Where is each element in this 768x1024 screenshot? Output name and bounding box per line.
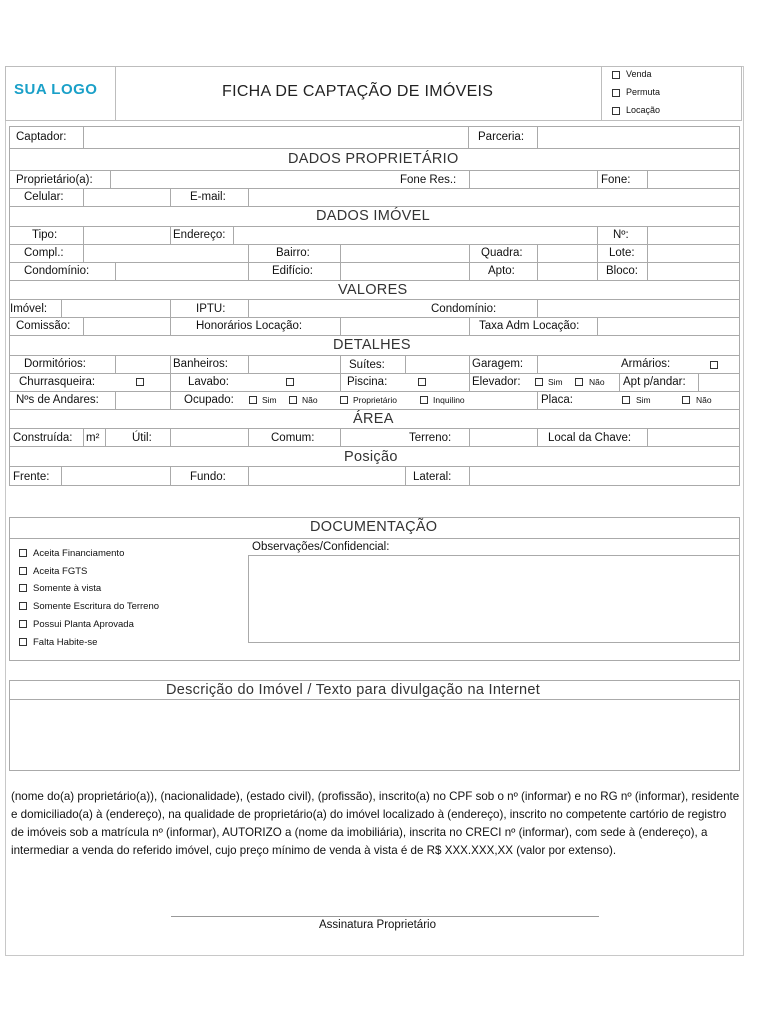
elevador-sim-label: Sim: [548, 377, 563, 387]
locacao-checkbox[interactable]: [612, 107, 620, 115]
quadra-label: Quadra:: [481, 247, 523, 259]
cell-divider: [619, 373, 620, 391]
apt-andar-label: Apt p/andar:: [623, 376, 686, 388]
piscina-label: Piscina:: [347, 376, 388, 388]
cell-divider: [115, 355, 116, 373]
cell-divider: [647, 244, 648, 262]
section-valores: VALORES: [338, 282, 408, 298]
bloco-label: Bloco:: [606, 265, 638, 277]
elevador-label: Elevador:: [472, 376, 521, 388]
falta-habite-se-checkbox[interactable]: [19, 638, 27, 646]
section-area: ÁREA: [353, 411, 394, 427]
section-detalhes: DETALHES: [333, 337, 411, 353]
cell-divider: [105, 428, 106, 446]
aceita-financiamento-label: Aceita Financiamento: [33, 548, 125, 559]
cell-divider: [248, 244, 249, 262]
comum-label: Comum:: [271, 432, 315, 444]
cell-divider: [340, 373, 341, 391]
row-line: [9, 280, 740, 281]
suites-label: Suítes:: [349, 359, 385, 371]
apto-label: Apto:: [488, 265, 515, 277]
cell-divider: [647, 262, 648, 280]
logo: SUA LOGO: [14, 81, 98, 98]
cell-divider: [468, 126, 469, 148]
row-line: [9, 226, 740, 227]
cell-divider: [537, 244, 538, 262]
cell-divider: [469, 373, 470, 391]
ocupado-proprietario-label: Proprietário: [353, 395, 397, 405]
aceita-fgts-checkbox[interactable]: [19, 567, 27, 575]
row-line: [9, 148, 740, 149]
somente-escritura-checkbox[interactable]: [19, 602, 27, 610]
cell-divider: [537, 391, 538, 409]
captador-label: Captador:: [16, 131, 67, 143]
cell-divider: [83, 126, 84, 148]
somente-vista-label: Somente à vista: [33, 583, 102, 594]
aceita-fgts-label: Aceita FGTS: [33, 566, 88, 577]
cell-divider: [248, 428, 249, 446]
util-label: Útil:: [132, 432, 152, 444]
row-line: [9, 428, 740, 429]
lavabo-checkbox[interactable]: [286, 378, 294, 386]
cell-divider: [340, 428, 341, 446]
cell-divider: [340, 317, 341, 335]
compl-label: Compl.:: [24, 247, 64, 259]
cell-divider: [170, 355, 171, 373]
page-title: FICHA DE CAPTAÇÃO DE IMÓVEIS: [222, 83, 494, 100]
cell-divider: [537, 126, 538, 148]
cell-divider: [83, 317, 84, 335]
local-chave-label: Local da Chave:: [548, 432, 632, 444]
cell-divider: [469, 317, 470, 335]
somente-escritura-label: Somente Escritura do Terreno: [33, 601, 160, 612]
section-dados-imovel: DADOS IMÓVEL: [316, 208, 430, 224]
parceria-label: Parceria:: [478, 131, 525, 143]
cell-divider: [340, 244, 341, 262]
cell-divider: [647, 226, 648, 244]
iptu-label: IPTU:: [196, 303, 226, 315]
churrasqueira-checkbox[interactable]: [136, 378, 144, 386]
ocupado-nao-label: Não: [302, 395, 318, 405]
cell-divider: [61, 299, 62, 317]
ocupado-nao-checkbox[interactable]: [289, 396, 297, 404]
cell-divider: [597, 317, 598, 335]
email-label: E-mail:: [190, 191, 226, 203]
elevador-nao-checkbox[interactable]: [575, 378, 583, 386]
ocupado-inquilino-label: Inquilino: [433, 395, 465, 405]
cell-divider: [248, 466, 249, 486]
cell-divider: [647, 170, 648, 188]
row-line: [9, 466, 740, 467]
observacoes-field[interactable]: [248, 555, 740, 643]
observacoes-label: Observações/Confidencial:: [252, 541, 390, 553]
lavabo-label: Lavabo:: [188, 376, 229, 388]
cell-divider: [83, 226, 84, 244]
cell-divider: [248, 188, 249, 206]
cell-divider: [698, 373, 699, 391]
locacao-label: Locação: [626, 105, 661, 115]
ocupado-sim-label: Sim: [262, 395, 277, 405]
ocupado-inquilino-checkbox[interactable]: [420, 396, 428, 404]
section-posicao: Posição: [344, 449, 398, 465]
cell-divider: [248, 355, 249, 373]
piscina-checkbox[interactable]: [418, 378, 426, 386]
cell-divider: [405, 466, 406, 486]
section-descricao: Descrição do Imóvel / Texto para divulgação na Internet: [166, 682, 541, 698]
signature-line: [171, 916, 599, 917]
construida-label: Construída:: [13, 432, 73, 444]
aceita-financiamento-checkbox[interactable]: [19, 549, 27, 557]
cell-divider: [170, 188, 171, 206]
celular-label: Celular:: [24, 191, 64, 203]
cell-divider: [83, 428, 84, 446]
ocupado-label: Ocupado:: [184, 394, 234, 406]
permuta-checkbox[interactable]: [612, 89, 620, 97]
elevador-sim-checkbox[interactable]: [535, 378, 543, 386]
row-line: [9, 170, 740, 171]
banheiros-label: Banheiros:: [173, 358, 228, 370]
autorizacao-text: (nome do(a) proprietário(a)), (nacionalidade), (estado civil), (profissão), inscrito(a) no CPF sob o nº (informar) e no RG nº (informar), residente e domiciliado(a) à (endereço), na qualidade de proprietário(a) do imóvel localizado à (endereço), inscrito no competente cartório de registro de imóveis sob a matrícula nº (informar), AUTORIZO a (nome da imobiliária), inscrita no CRECI nº (informar), com sede à (endereço), a intermediar a venda do referido imóvel, cujo preço mínimo de venda à vista é de R$ XXX.XXX,XX (valor por extenso).: [11, 790, 740, 857]
honorarios-label: Honorários Locação:: [196, 320, 303, 332]
cell-divider: [405, 355, 406, 373]
section-dados-proprietario: DADOS PROPRIETÁRIO: [288, 151, 459, 167]
cell-divider: [469, 244, 470, 262]
cell-divider: [597, 244, 598, 262]
garagem-label: Garagem:: [472, 358, 524, 370]
placa-label: Placa:: [541, 394, 573, 406]
descricao-field[interactable]: [10, 700, 739, 770]
row-line: [9, 206, 740, 207]
row-line: [9, 538, 740, 539]
cell-divider: [248, 262, 249, 280]
cell-divider: [469, 262, 470, 280]
m2-label: m²: [86, 432, 100, 444]
row-line: [9, 299, 740, 300]
placa-sim-label: Sim: [636, 395, 651, 405]
cell-divider: [340, 355, 341, 373]
venda-label: Venda: [626, 69, 652, 79]
row-line: [9, 355, 740, 356]
cell-divider: [340, 262, 341, 280]
row-line: [9, 188, 740, 189]
cell-divider: [115, 262, 116, 280]
venda-checkbox[interactable]: [612, 71, 620, 79]
cell-divider: [61, 466, 62, 486]
cell-divider: [597, 226, 598, 244]
proprietario-label: Proprietário(a):: [16, 174, 93, 186]
endereco-label: Endereço:: [173, 229, 226, 241]
imovel-label: Imóvel:: [10, 303, 48, 315]
elevador-nao-label: Não: [589, 377, 605, 387]
taxa-adm-label: Taxa Adm Locação:: [479, 320, 580, 332]
cell-divider: [170, 299, 171, 317]
cell-divider: [597, 170, 598, 188]
placa-nao-label: Não: [696, 395, 712, 405]
row-line: [9, 262, 740, 263]
cell-divider: [110, 170, 111, 188]
ocupado-proprietario-checkbox[interactable]: [340, 396, 348, 404]
churrasqueira-label: Churrasqueira:: [19, 376, 96, 388]
fundo-label: Fundo:: [190, 471, 226, 483]
planta-aprovada-checkbox[interactable]: [19, 620, 27, 628]
placa-sim-checkbox[interactable]: [622, 396, 630, 404]
row-line: [9, 373, 740, 374]
cell-divider: [248, 299, 249, 317]
signature-label: Assinatura Proprietário: [319, 919, 436, 931]
cell-divider: [170, 226, 171, 244]
dormitorios-label: Dormitórios:: [24, 358, 86, 370]
cell-divider: [597, 262, 598, 280]
comissao-label: Comissão:: [16, 320, 71, 332]
cell-divider: [647, 428, 648, 446]
falta-habite-se-label: Falta Habite-se: [33, 637, 98, 648]
divider: [115, 66, 116, 121]
row-line: [9, 244, 740, 245]
fone-res-label: Fone Res.:: [400, 174, 457, 186]
cell-divider: [170, 391, 171, 409]
cell-divider: [83, 244, 84, 262]
cell-divider: [115, 391, 116, 409]
cell-divider: [170, 373, 171, 391]
row-line: [9, 317, 740, 318]
cell-divider: [170, 317, 171, 335]
divider: [601, 66, 602, 121]
armarios-checkbox[interactable]: [710, 361, 718, 369]
fone-label: Fone:: [601, 174, 631, 186]
terreno-label: Terreno:: [409, 432, 452, 444]
cell-divider: [170, 466, 171, 486]
cell-divider: [537, 299, 538, 317]
lote-label: Lote:: [609, 247, 635, 259]
cell-divider: [469, 466, 470, 486]
bairro-label: Bairro:: [276, 247, 310, 259]
row-line: [9, 409, 740, 410]
planta-aprovada-label: Possui Planta Aprovada: [33, 619, 134, 630]
lateral-label: Lateral:: [413, 471, 452, 483]
permuta-label: Permuta: [626, 87, 661, 97]
row-line: [9, 335, 740, 336]
armarios-label: Armários:: [621, 358, 671, 370]
cell-divider: [170, 428, 171, 446]
ocupado-sim-checkbox[interactable]: [249, 396, 257, 404]
cell-divider: [537, 262, 538, 280]
cell-divider: [83, 188, 84, 206]
condominio-valor-label: Condomínio:: [431, 303, 497, 315]
numero-label: Nº:: [613, 229, 629, 241]
cell-divider: [537, 355, 538, 373]
somente-vista-checkbox[interactable]: [19, 584, 27, 592]
tipo-label: Tipo:: [32, 229, 58, 241]
frente-label: Frente:: [13, 471, 50, 483]
cell-divider: [469, 428, 470, 446]
cell-divider: [537, 428, 538, 446]
row-line: [9, 446, 740, 447]
cell-divider: [233, 226, 234, 244]
edificio-label: Edifício:: [272, 265, 313, 277]
section-documentacao: DOCUMENTAÇÃO: [310, 519, 438, 535]
placa-nao-checkbox[interactable]: [682, 396, 690, 404]
n-andares-label: Nºs de Andares:: [16, 394, 99, 406]
condominio-label: Condomínio:: [24, 265, 90, 277]
row-line: [9, 391, 740, 392]
cell-divider: [469, 355, 470, 373]
cell-divider: [469, 170, 470, 188]
